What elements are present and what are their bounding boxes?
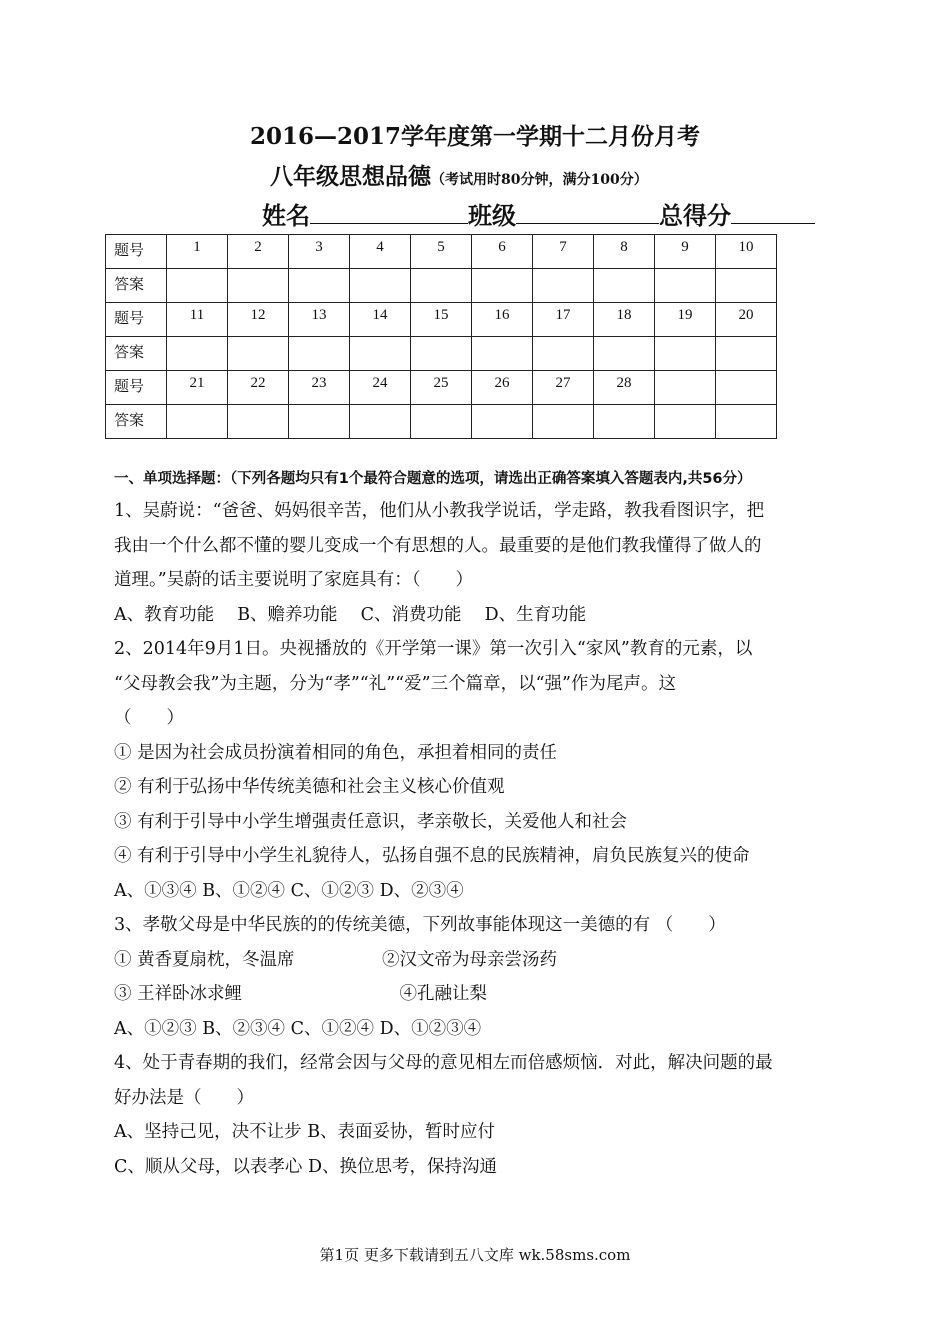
answer-row (106, 269, 777, 303)
question-number-row (106, 303, 777, 337)
row-label-number: 题号 (106, 303, 167, 337)
answer-cell[interactable] (289, 405, 350, 439)
student-info-line (262, 196, 815, 231)
answer-cell[interactable] (289, 269, 350, 303)
question-number-cell: 18 (594, 303, 655, 337)
text-line: ① 是因为社会成员扮演着相同的角色，承担着相同的责任 (114, 742, 558, 763)
page-footer: 第1页 更多下载请到五八文库 wk.58sms.com (319, 1246, 631, 1264)
answer-cell[interactable] (655, 269, 716, 303)
answer-cell[interactable] (716, 405, 777, 439)
text-line: 2、2014年9月1日。央视播放的《开学第一课》第一次引入“家风”教育的元素，以 (114, 639, 753, 659)
answer-cell[interactable] (411, 337, 472, 371)
question-number-cell: 23 (289, 371, 350, 405)
question-number-row (106, 235, 777, 269)
question-number-cell: 6 (472, 235, 533, 269)
question-number-row (106, 371, 777, 405)
text-line: 道理。”吴蔚的话主要说明了家庭具有：（ ） (114, 570, 473, 590)
row-label-answer: 答案 (106, 269, 167, 303)
answer-table (105, 234, 777, 439)
answer-cell[interactable] (411, 405, 472, 439)
question-number-cell: 1 (167, 235, 228, 269)
class-label: 班级 (468, 201, 516, 230)
answer-cell[interactable] (167, 337, 228, 371)
score-blank[interactable] (731, 201, 815, 224)
question-number-cell: 16 (472, 303, 533, 337)
answer-cell[interactable] (655, 405, 716, 439)
text-line: A、①②③ B、②③④ C、①②④ D、①②③④ (114, 1018, 482, 1039)
question-number-cell: 8 (594, 235, 655, 269)
exam-subject-line (270, 158, 648, 191)
text-line: 我由一个什么都不懂的婴儿变成一个有思想的人。最重要的是他们教我懂得了做人的 (114, 535, 762, 556)
question-number-cell: 7 (533, 235, 594, 269)
text-line: 1、吴蔚说：“爸爸、妈妈很辛苦，他们从小教我学说话，学走路，教我看图识字，把 (114, 501, 765, 521)
text-line: C、顺从父母，以表孝心 D、换位思考，保持沟通 (114, 1156, 497, 1177)
answer-cell[interactable] (167, 269, 228, 303)
question-number-cell: 12 (228, 303, 289, 337)
answer-cell[interactable] (228, 269, 289, 303)
text-line: ③ 有利于引导中小学生增强责任意识，孝亲敬长，关爱他人和社会 (114, 811, 628, 832)
answer-cell[interactable] (350, 337, 411, 371)
question-number-cell: 26 (472, 371, 533, 405)
question-number-cell: 28 (594, 371, 655, 405)
answer-cell[interactable] (716, 337, 777, 371)
score-label: 总得分 (659, 201, 731, 230)
text-line: A、坚持己见，决不让步 B、表面妥协，暂时应付 (114, 1122, 496, 1142)
question-number-cell: 9 (655, 235, 716, 269)
question-number-cell: 13 (289, 303, 350, 337)
answer-cell[interactable] (594, 337, 655, 371)
subject-title: 八年级思想品德 (270, 163, 431, 190)
answer-cell[interactable] (350, 405, 411, 439)
question-lines (114, 494, 836, 1184)
row-label-number: 题号 (106, 235, 167, 269)
text-line: 3、孝敬父母是中华民族的的传统美德，下列故事能体现这一美德的有 （ ） (114, 915, 726, 935)
answer-row (106, 405, 777, 439)
text-line: A、①③④ B、①②④ C、①②③ D、②③④ (114, 880, 464, 901)
answer-cell[interactable] (472, 269, 533, 303)
question-number-cell: 15 (411, 303, 472, 337)
row-label-answer: 答案 (106, 405, 167, 439)
answer-cell[interactable] (533, 269, 594, 303)
answer-cell[interactable] (228, 405, 289, 439)
answer-cell[interactable] (350, 269, 411, 303)
name-label: 姓名 (262, 201, 310, 230)
row-label-number: 题号 (106, 371, 167, 405)
question-number-cell: 17 (533, 303, 594, 337)
answer-cell[interactable] (533, 337, 594, 371)
question-number-cell: 4 (350, 235, 411, 269)
question-number-cell: 24 (350, 371, 411, 405)
text-line: A、教育功能 B、赡养功能 C、消费功能 D、生育功能 (114, 604, 587, 625)
text-line: ④ 有利于引导中小学生礼貌待人，弘扬自强不息的民族精神，肩负民族复兴的使命 (114, 846, 750, 866)
question-content (114, 468, 836, 1184)
question-number-cell: 5 (411, 235, 472, 269)
text-line: “父母教会我”为主题，分为“孝”“礼”“爱”三个篇章，以“强”作为尾声。这 (114, 673, 676, 694)
answer-cell[interactable] (167, 405, 228, 439)
answer-cell[interactable] (716, 269, 777, 303)
answer-cell[interactable] (594, 405, 655, 439)
question-number-cell: 21 (167, 371, 228, 405)
question-number-cell: 25 (411, 371, 472, 405)
answer-cell[interactable] (594, 269, 655, 303)
name-blank[interactable] (310, 201, 468, 224)
question-number-cell: 20 (716, 303, 777, 337)
text-line: 4、处于青春期的我们，经常会因与父母的意见相左而倍感烦恼．对此，解决问题的最 (114, 1053, 773, 1073)
text-line: ② 有利于弘扬中华传统美德和社会主义核心价值观 (114, 777, 505, 797)
answer-cell[interactable] (472, 405, 533, 439)
exam-note: （考试用时80分钟，满分100分） (431, 172, 648, 188)
text-line: ① 黄香夏扇枕，冬温席 ②汉文帝为母亲尝汤药 (114, 949, 558, 970)
question-number-cell: 10 (716, 235, 777, 269)
answer-cell[interactable] (228, 337, 289, 371)
section-title: 一、单项选择题：（下列各题均只有1个最符合题意的选项，请选出正确答案填入答题表内,共56分） (114, 471, 752, 487)
answer-cell[interactable] (289, 337, 350, 371)
question-number-cell: 27 (533, 371, 594, 405)
text-line: ③ 王祥卧冰求鲤 ④孔融让梨 (114, 984, 488, 1004)
text-line: 好办法是（ ） (114, 1087, 254, 1108)
question-number-cell: 22 (228, 371, 289, 405)
answer-cell[interactable] (655, 337, 716, 371)
text-line: （ ） (114, 708, 184, 728)
class-blank[interactable] (516, 201, 659, 224)
question-number-cell: 2 (228, 235, 289, 269)
answer-cell[interactable] (411, 269, 472, 303)
question-number-cell (655, 371, 716, 405)
question-number-cell: 3 (289, 235, 350, 269)
row-label-answer: 答案 (106, 337, 167, 371)
question-number-cell: 11 (167, 303, 228, 337)
question-number-cell: 14 (350, 303, 411, 337)
answer-cell[interactable] (533, 405, 594, 439)
answer-row (106, 337, 777, 371)
question-number-cell: 19 (655, 303, 716, 337)
exam-title: 2016—2017学年度第一学期十二月份月考 (249, 123, 701, 150)
question-number-cell (716, 371, 777, 405)
answer-cell[interactable] (472, 337, 533, 371)
